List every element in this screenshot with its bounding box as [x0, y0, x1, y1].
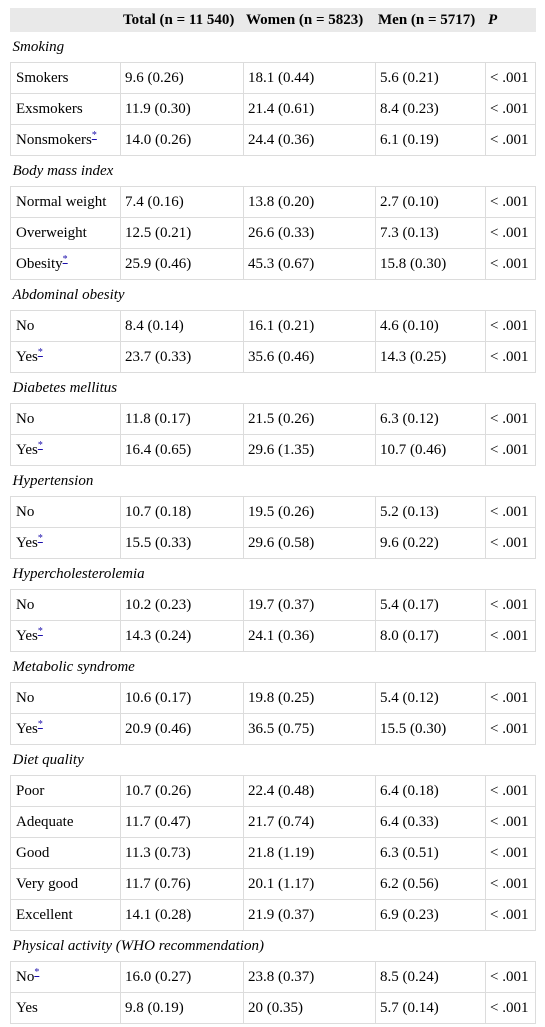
table-row	[11, 218, 536, 249]
men-cell: 6.1 (0.19)	[376, 125, 486, 156]
women-cell: 21.9 (0.37)	[244, 900, 376, 931]
section-header-row	[11, 280, 536, 311]
p-value-cell: < .001	[486, 590, 536, 621]
total-cell: 11.9 (0.30)	[121, 94, 244, 125]
table-row	[11, 776, 536, 807]
p-value-cell: < .001	[486, 404, 536, 435]
row-label-cell	[11, 869, 121, 900]
footnote-link[interactable]: *	[37, 439, 43, 451]
table-row	[11, 869, 536, 900]
p-value-cell: < .001	[486, 807, 536, 838]
row-label: Yes	[16, 348, 38, 365]
row-label-cell	[11, 249, 121, 280]
section-header-row	[11, 559, 536, 590]
section-header-row	[11, 156, 536, 187]
footnote-link[interactable]: *	[37, 346, 43, 358]
table-row	[11, 187, 536, 218]
footnote-link[interactable]: *	[37, 625, 43, 637]
total-cell: 14.0 (0.26)	[121, 125, 244, 156]
total-cell: 11.7 (0.47)	[121, 807, 244, 838]
women-cell: 29.6 (1.35)	[244, 435, 376, 466]
women-cell: 22.4 (0.48)	[244, 776, 376, 807]
men-cell: 9.6 (0.22)	[376, 528, 486, 559]
men-cell: 15.8 (0.30)	[376, 249, 486, 280]
p-value-cell: < .001	[486, 683, 536, 714]
row-label: Obesity	[16, 255, 63, 272]
table-row	[11, 838, 536, 869]
row-label-cell	[11, 342, 121, 373]
header-blank	[11, 9, 121, 32]
section-title: Hypercholesterolemia	[11, 559, 536, 590]
table-row	[11, 621, 536, 652]
women-cell: 19.5 (0.26)	[244, 497, 376, 528]
row-label-cell	[11, 187, 121, 218]
total-cell: 10.6 (0.17)	[121, 683, 244, 714]
row-label: Good	[16, 844, 50, 861]
p-value-cell: < .001	[486, 528, 536, 559]
row-label: Yes	[16, 999, 38, 1016]
section-header-row	[11, 466, 536, 497]
header-p-value: P	[486, 9, 536, 32]
total-cell: 11.3 (0.73)	[121, 838, 244, 869]
women-cell: 21.7 (0.74)	[244, 807, 376, 838]
section-title: Smoking	[11, 32, 536, 63]
row-label: No	[16, 596, 35, 613]
row-label: Smokers	[16, 69, 69, 86]
men-cell: 2.7 (0.10)	[376, 187, 486, 218]
row-label: Yes	[16, 441, 38, 458]
men-cell: 15.5 (0.30)	[376, 714, 486, 745]
row-label-cell	[11, 404, 121, 435]
p-value-cell: < .001	[486, 869, 536, 900]
total-cell: 8.4 (0.14)	[121, 311, 244, 342]
women-cell: 13.8 (0.20)	[244, 187, 376, 218]
p-value-cell: < .001	[486, 94, 536, 125]
table-row	[11, 993, 536, 1024]
women-cell: 35.6 (0.46)	[244, 342, 376, 373]
women-cell: 29.6 (0.58)	[244, 528, 376, 559]
section-header-row	[11, 32, 536, 63]
men-cell: 6.4 (0.18)	[376, 776, 486, 807]
footnote-link[interactable]: *	[37, 532, 43, 544]
table-row	[11, 63, 536, 94]
p-value-cell: < .001	[486, 125, 536, 156]
total-cell: 10.7 (0.18)	[121, 497, 244, 528]
women-cell: 21.8 (1.19)	[244, 838, 376, 869]
men-cell: 6.2 (0.56)	[376, 869, 486, 900]
row-label: No	[16, 689, 35, 706]
women-cell: 21.4 (0.61)	[244, 94, 376, 125]
row-label: Excellent	[16, 906, 73, 923]
section-title: Hypertension	[11, 466, 536, 497]
p-value-cell: < .001	[486, 435, 536, 466]
table-row	[11, 342, 536, 373]
section-title: Body mass index	[11, 156, 536, 187]
p-value-cell: < .001	[486, 342, 536, 373]
men-cell: 8.0 (0.17)	[376, 621, 486, 652]
row-label-cell	[11, 435, 121, 466]
table-row	[11, 528, 536, 559]
row-label-cell	[11, 776, 121, 807]
row-label-cell	[11, 621, 121, 652]
p-value-cell: < .001	[486, 838, 536, 869]
row-label: Exsmokers	[16, 100, 83, 117]
women-cell: 23.8 (0.37)	[244, 962, 376, 993]
p-value-cell: < .001	[486, 311, 536, 342]
row-label: Poor	[16, 782, 45, 799]
men-cell: 5.4 (0.17)	[376, 590, 486, 621]
men-cell: 6.3 (0.51)	[376, 838, 486, 869]
total-cell: 9.6 (0.26)	[121, 63, 244, 94]
table-row	[11, 590, 536, 621]
row-label-cell	[11, 962, 121, 993]
row-label: No	[16, 317, 35, 334]
header-women: Women (n = 5823)	[244, 9, 376, 32]
p-value-cell: < .001	[486, 497, 536, 528]
women-cell: 19.7 (0.37)	[244, 590, 376, 621]
men-cell: 7.3 (0.13)	[376, 218, 486, 249]
total-cell: 14.3 (0.24)	[121, 621, 244, 652]
p-value-cell: < .001	[486, 187, 536, 218]
men-cell: 14.3 (0.25)	[376, 342, 486, 373]
row-label: Normal weight	[16, 193, 107, 210]
row-label-cell	[11, 900, 121, 931]
row-label-cell	[11, 590, 121, 621]
row-label-cell	[11, 125, 121, 156]
men-cell: 5.4 (0.12)	[376, 683, 486, 714]
section-title: Diabetes mellitus	[11, 373, 536, 404]
total-cell: 14.1 (0.28)	[121, 900, 244, 931]
men-cell: 8.4 (0.23)	[376, 94, 486, 125]
total-cell: 9.8 (0.19)	[121, 993, 244, 1024]
total-cell: 12.5 (0.21)	[121, 218, 244, 249]
women-cell: 26.6 (0.33)	[244, 218, 376, 249]
men-cell: 4.6 (0.10)	[376, 311, 486, 342]
women-cell: 24.1 (0.36)	[244, 621, 376, 652]
women-cell: 21.5 (0.26)	[244, 404, 376, 435]
row-label-cell	[11, 838, 121, 869]
total-cell: 10.2 (0.23)	[121, 590, 244, 621]
table-body	[11, 32, 536, 1024]
p-value-cell: < .001	[486, 63, 536, 94]
total-cell: 16.0 (0.27)	[121, 962, 244, 993]
footnote-link[interactable]: *	[37, 718, 43, 730]
section-title: Abdominal obesity	[11, 280, 536, 311]
section-title: Metabolic syndrome	[11, 652, 536, 683]
table-row	[11, 900, 536, 931]
row-label: Yes	[16, 627, 38, 644]
women-cell: 24.4 (0.36)	[244, 125, 376, 156]
header-men: Men (n = 5717)	[376, 9, 486, 32]
row-label-cell	[11, 528, 121, 559]
row-label-cell	[11, 94, 121, 125]
footnote-link[interactable]: *	[91, 129, 97, 141]
section-header-row	[11, 373, 536, 404]
p-value-cell: < .001	[486, 900, 536, 931]
men-cell: 6.3 (0.12)	[376, 404, 486, 435]
table-row	[11, 94, 536, 125]
men-cell: 5.6 (0.21)	[376, 63, 486, 94]
women-cell: 20.1 (1.17)	[244, 869, 376, 900]
footnote-link[interactable]: *	[62, 253, 68, 265]
row-label-cell	[11, 311, 121, 342]
total-cell: 15.5 (0.33)	[121, 528, 244, 559]
table-header	[11, 9, 536, 32]
women-cell: 18.1 (0.44)	[244, 63, 376, 94]
women-cell: 20 (0.35)	[244, 993, 376, 1024]
table-row	[11, 714, 536, 745]
total-cell: 7.4 (0.16)	[121, 187, 244, 218]
section-header-row	[11, 745, 536, 776]
women-cell: 16.1 (0.21)	[244, 311, 376, 342]
row-label: No	[16, 503, 35, 520]
table-row	[11, 962, 536, 993]
total-cell: 11.7 (0.76)	[121, 869, 244, 900]
row-label: Overweight	[16, 224, 87, 241]
header-total: Total (n = 11 540)	[121, 9, 244, 32]
total-cell: 23.7 (0.33)	[121, 342, 244, 373]
men-cell: 6.4 (0.33)	[376, 807, 486, 838]
table-row	[11, 435, 536, 466]
men-cell: 5.2 (0.13)	[376, 497, 486, 528]
row-label-cell	[11, 807, 121, 838]
total-cell: 16.4 (0.65)	[121, 435, 244, 466]
table-row	[11, 249, 536, 280]
total-cell: 25.9 (0.46)	[121, 249, 244, 280]
men-cell: 8.5 (0.24)	[376, 962, 486, 993]
row-label-cell	[11, 993, 121, 1024]
table-row	[11, 807, 536, 838]
men-cell: 5.7 (0.14)	[376, 993, 486, 1024]
p-value-cell: < .001	[486, 962, 536, 993]
table-row	[11, 683, 536, 714]
table-row	[11, 404, 536, 435]
row-label-cell	[11, 218, 121, 249]
women-cell: 19.8 (0.25)	[244, 683, 376, 714]
men-cell: 6.9 (0.23)	[376, 900, 486, 931]
women-cell: 36.5 (0.75)	[244, 714, 376, 745]
p-value-cell: < .001	[486, 776, 536, 807]
row-label: No	[16, 410, 35, 427]
footnote-link[interactable]: *	[34, 966, 40, 978]
section-title: Diet quality	[11, 745, 536, 776]
p-value-cell: < .001	[486, 993, 536, 1024]
row-label-cell	[11, 497, 121, 528]
data-table	[10, 8, 536, 1024]
row-label: Nonsmokers	[16, 131, 92, 148]
table-row	[11, 311, 536, 342]
p-value-cell: < .001	[486, 714, 536, 745]
total-cell: 10.7 (0.26)	[121, 776, 244, 807]
section-title: Physical activity (WHO recommendation)	[11, 931, 536, 962]
p-value-cell: < .001	[486, 621, 536, 652]
row-label: Yes	[16, 534, 38, 551]
section-header-row	[11, 652, 536, 683]
p-value-cell: < .001	[486, 218, 536, 249]
section-header-row	[11, 931, 536, 962]
total-cell: 20.9 (0.46)	[121, 714, 244, 745]
row-label-cell	[11, 683, 121, 714]
row-label: Yes	[16, 720, 38, 737]
table-row	[11, 125, 536, 156]
row-label: Very good	[16, 875, 79, 892]
men-cell: 10.7 (0.46)	[376, 435, 486, 466]
row-label: No	[16, 968, 35, 985]
table-row	[11, 497, 536, 528]
row-label: Adequate	[16, 813, 74, 830]
row-label-cell	[11, 714, 121, 745]
p-value-cell: < .001	[486, 249, 536, 280]
women-cell: 45.3 (0.67)	[244, 249, 376, 280]
row-label-cell	[11, 63, 121, 94]
total-cell: 11.8 (0.17)	[121, 404, 244, 435]
